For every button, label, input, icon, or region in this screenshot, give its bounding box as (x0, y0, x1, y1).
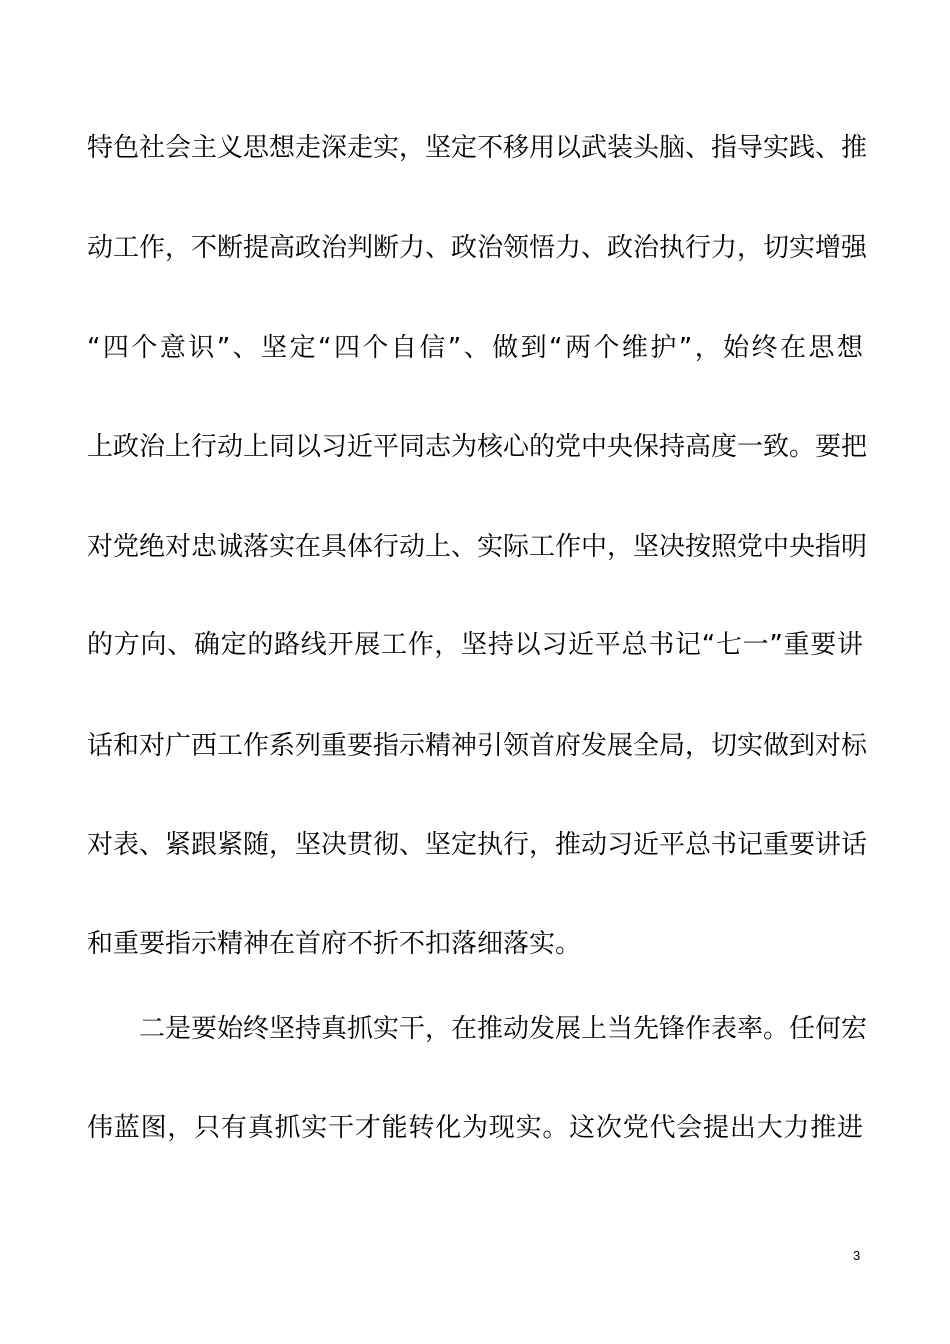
body-text-line: 动工作，不断提高政治判断力、政治领悟力、政治执行力，切实增强 (87, 233, 868, 263)
body-text-line: 上政治上行动上同以习近平同志为核心的党中央保持高度一致。要把 (87, 432, 868, 462)
body-text-line: 话和对广西工作系列重要指示精神引领首府发展全局，切实做到对标 (87, 731, 868, 761)
body-text-line: 和重要指示精神在首府不折不扣落细落实。 (87, 929, 582, 959)
body-text-line: 伟蓝图，只有真抓实干才能转化为现实。这次党代会提出大力推进 (87, 1113, 863, 1143)
body-text-line: “四个意识”、坚定“四个自信”、做到“两个维护”，始终在思想 (87, 333, 863, 363)
paragraph-first-line: 二是要始终坚持真抓实干，在推动发展上当先锋作表率。任何宏 (139, 1014, 868, 1044)
body-text-line: 的方向、确定的路线开展工作，坚持以习近平总书记“七一”重要讲 (87, 630, 863, 660)
body-text-line: 对表、紧跟紧随，坚决贯彻、坚定执行，推动习近平总书记重要讲话 (87, 830, 868, 860)
page-number: 3 (853, 1248, 861, 1263)
body-text-line: 对党绝对忠诚落实在具体行动上、实际工作中，坚决按照党中央指明 (87, 532, 868, 562)
body-text-line: 特色社会主义思想走深走实，坚定不移用以武装头脑、指导实践、推 (87, 133, 868, 163)
